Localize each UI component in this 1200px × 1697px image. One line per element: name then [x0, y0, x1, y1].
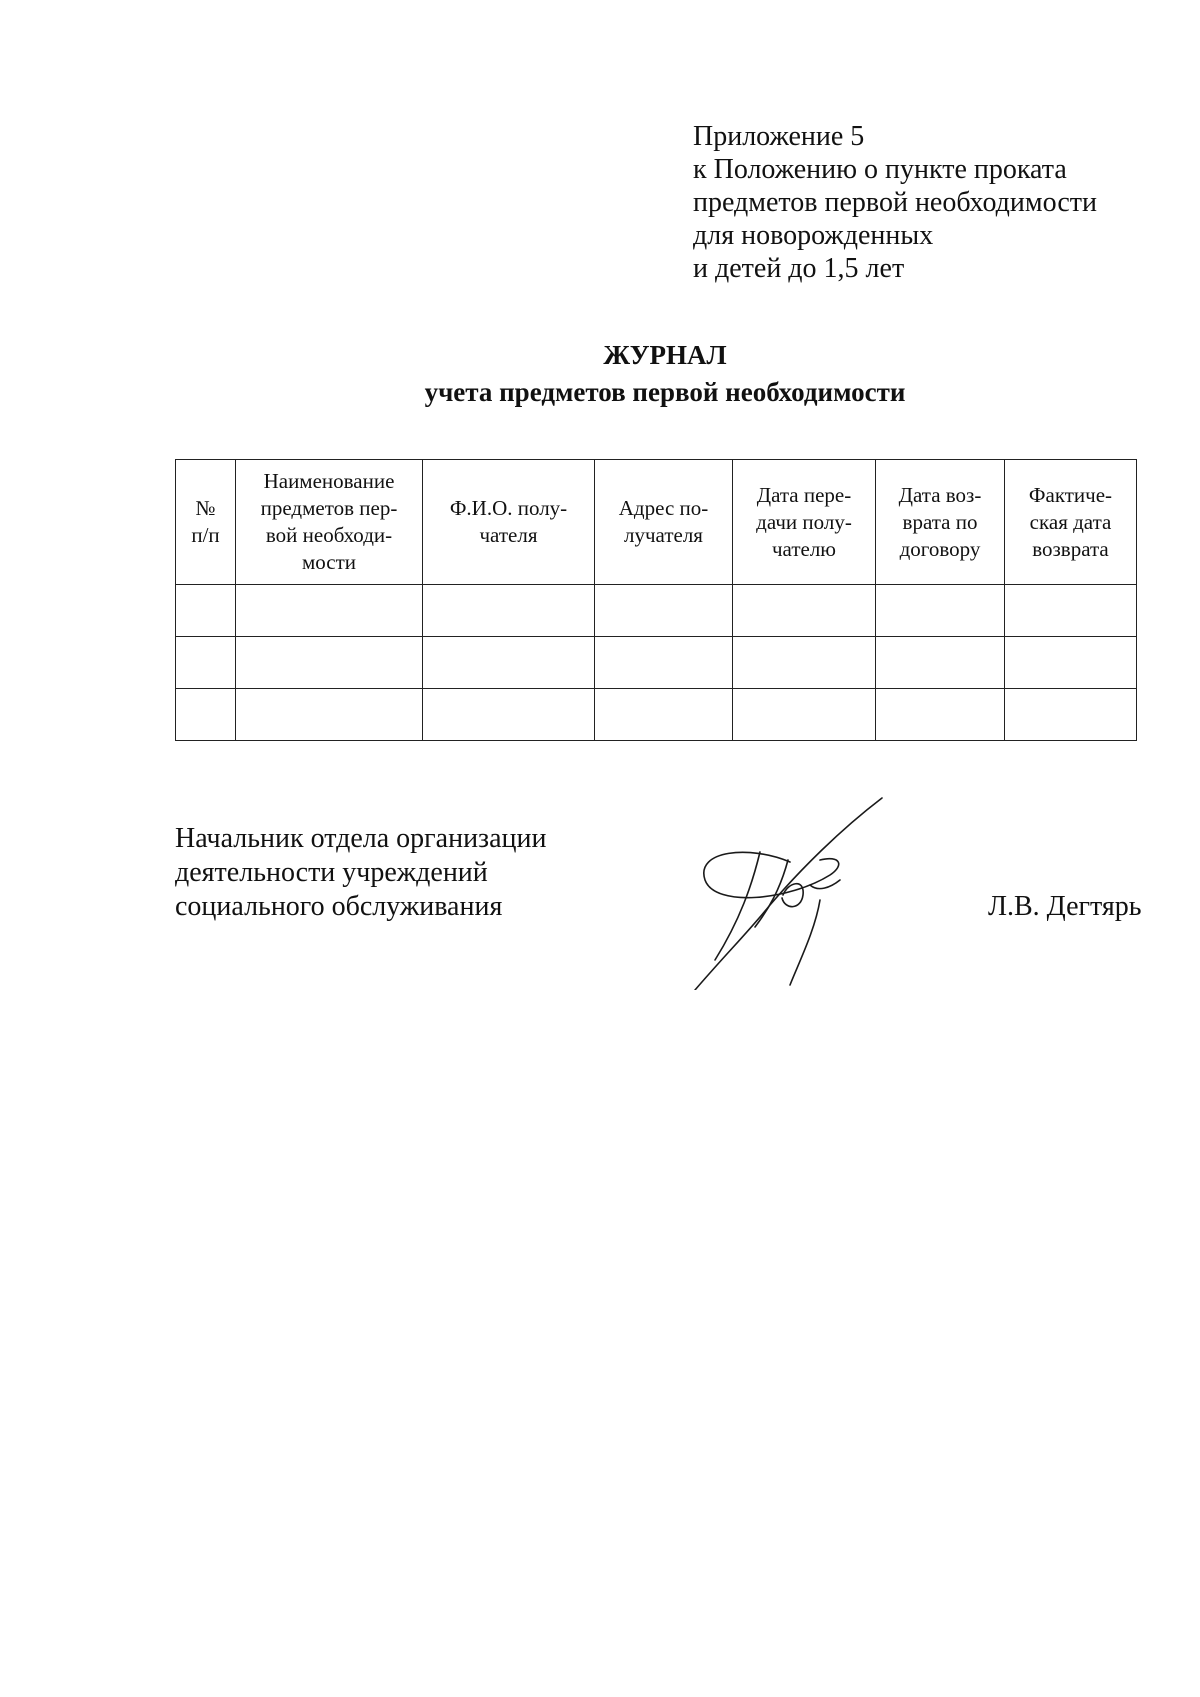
- header-line: №: [195, 496, 216, 520]
- column-header-handover-date: [733, 460, 876, 585]
- header-line: вой необходи-: [265, 523, 393, 547]
- header-line: Дата воз-: [898, 482, 982, 507]
- journal-table: [175, 459, 1137, 741]
- header-line: Наименование: [263, 469, 395, 493]
- position-line: деятельности учреждений: [175, 857, 488, 888]
- table-cell: [595, 689, 733, 741]
- column-header-recipient-address: [595, 460, 733, 585]
- header-line: предметов пер-: [260, 496, 398, 520]
- table-cell: [236, 637, 423, 689]
- appendix-note: [693, 120, 1173, 285]
- header-line: дачи полу-: [756, 509, 852, 534]
- table-cell: [423, 637, 595, 689]
- table-cell: [1005, 585, 1137, 637]
- table-cell: [423, 585, 595, 637]
- appendix-line: для новорожденных: [693, 220, 934, 251]
- table-cell: [423, 689, 595, 741]
- column-header-recipient-name: [423, 460, 595, 585]
- table-cell: [236, 585, 423, 637]
- header-line: Ф.И.О. полу-: [449, 496, 568, 520]
- document-title: ЖУРНАЛ: [603, 340, 727, 370]
- header-line: чателю: [771, 536, 836, 561]
- appendix-line: к Положению о пункте проката: [693, 154, 1067, 185]
- table-cell: [733, 637, 876, 689]
- header-line: врата по: [902, 509, 978, 534]
- table-cell: [876, 689, 1005, 741]
- header-line: возврата: [1032, 536, 1109, 561]
- table-header-row: [176, 460, 1137, 585]
- table-cell: [733, 585, 876, 637]
- signatory-name: Л.В. Дегтярь: [988, 891, 1142, 922]
- table-cell: [176, 585, 236, 637]
- signatory-position: [175, 822, 547, 924]
- header-line: мости: [301, 550, 357, 574]
- table-row: [176, 585, 1137, 637]
- handwritten-signature: [670, 790, 900, 990]
- appendix-line: и детей до 1,5 лет: [693, 253, 905, 284]
- header-line: п/п: [191, 523, 220, 547]
- header-line: договору: [899, 536, 981, 561]
- header-line: Дата пере-: [756, 482, 852, 507]
- table-cell: [595, 637, 733, 689]
- table-cell: [1005, 637, 1137, 689]
- header-line: ская дата: [1029, 509, 1112, 534]
- table-cell: [236, 689, 423, 741]
- column-header-number: [176, 460, 236, 585]
- table-cell: [876, 637, 1005, 689]
- position-line: социального обслуживания: [175, 891, 503, 922]
- header-line: Адрес по-: [618, 496, 709, 520]
- table-row: [176, 689, 1137, 741]
- table-cell: [176, 689, 236, 741]
- column-header-actual-return-date: [1005, 460, 1137, 585]
- table-cell: [1005, 689, 1137, 741]
- column-header-contract-return-date: [876, 460, 1005, 585]
- column-header-item-name: [236, 460, 423, 585]
- table-row: [176, 637, 1137, 689]
- document-subtitle: учета предметов первой необходимости: [424, 377, 906, 407]
- appendix-line: предметов первой необходимости: [693, 187, 1097, 218]
- appendix-line: Приложение 5: [693, 121, 865, 152]
- table-cell: [733, 689, 876, 741]
- table-cell: [595, 585, 733, 637]
- position-line: Начальник отдела организации: [175, 823, 547, 854]
- header-line: Фактиче-: [1028, 482, 1113, 507]
- header-line: чателя: [479, 523, 538, 547]
- table-cell: [876, 585, 1005, 637]
- header-line: лучателя: [624, 523, 703, 547]
- table-cell: [176, 637, 236, 689]
